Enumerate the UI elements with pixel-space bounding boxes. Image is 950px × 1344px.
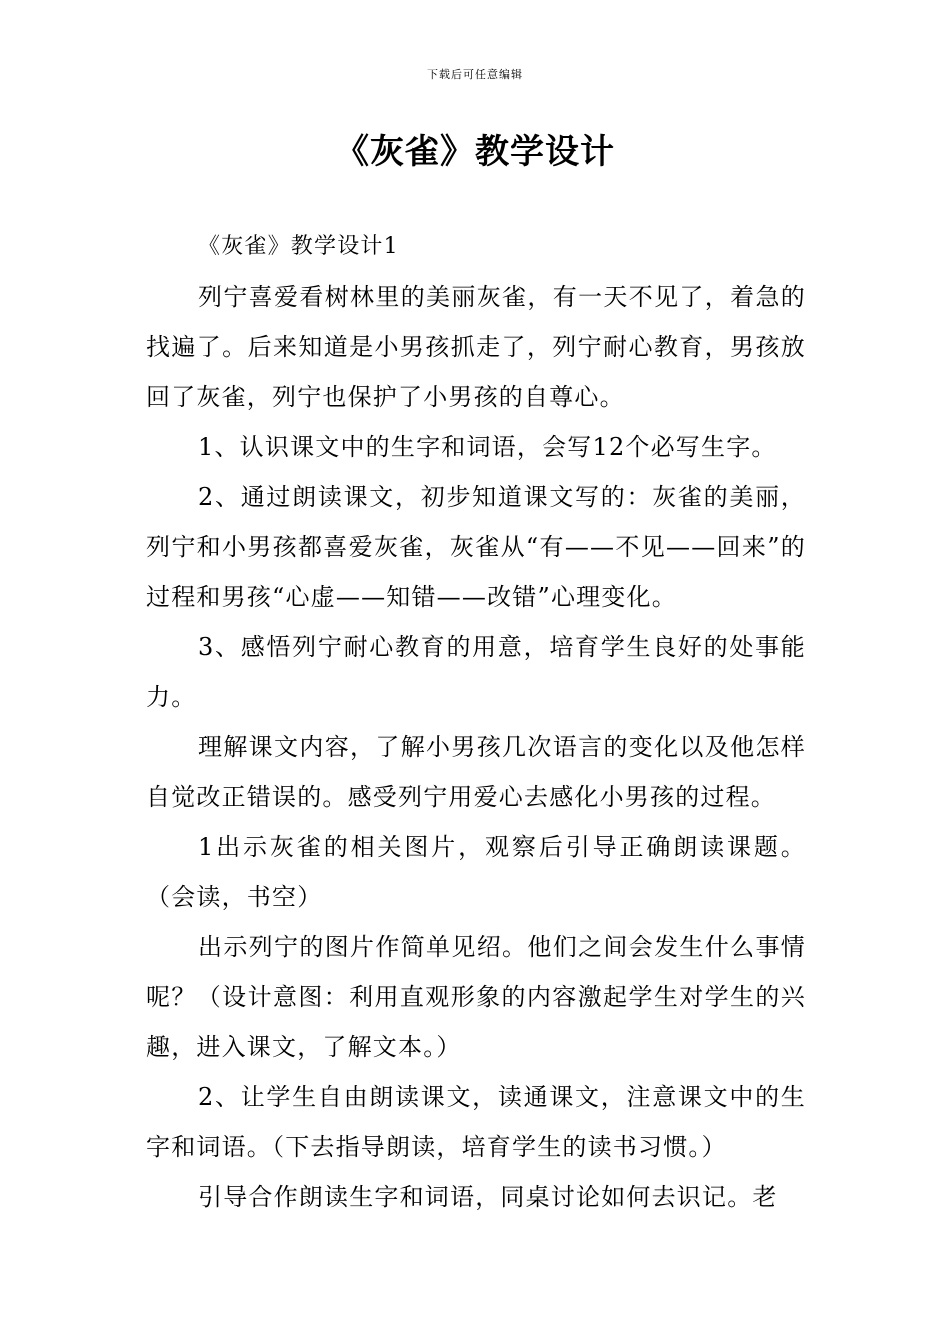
header-note: 下载后可任意编辑 [427, 68, 523, 81]
paragraph-goal-1: 1、认识课文中的生字和词语，会写12个必写生字。 [198, 433, 777, 461]
paragraph-key-points: 理解课文内容，了解小男孩几次语言的变化以及他怎样自觉改正错误的。感受列宁用爱心去感化小男孩的过程。 [146, 733, 806, 811]
paragraph-summary: 列宁喜爱看树林里的美丽灰雀，有一天不见了，着急的找遍了。后来知道是小男孩抓走了，列宁耐心教育，男孩放回了灰雀，列宁也保护了小男孩的自尊心。 [146, 283, 806, 411]
paragraph-goal-3: 3、感悟列宁耐心教育的用意，培育学生良好的处事能力。 [146, 633, 806, 711]
document-title: 《灰雀》教学设计 [335, 132, 615, 172]
paragraph-cooperative-reading: 引导合作朗读生字和词语，同桌讨论如何去识记。老 [198, 1183, 778, 1211]
paragraph-goal-2: 2、通过朗读课文，初步知道课文写的：灰雀的美丽，列宁和小男孩都喜爱灰雀，灰雀从“有——不见——回来”的过程和男孩“心虚——知错——改错”心理变化。 [146, 483, 806, 611]
paragraph-step-1: 1出示灰雀的相关图片，观察后引导正确朗读课题。（会读，书空） [146, 833, 806, 911]
paragraph-step-2: 2、让学生自由朗读课文，读通课文，注意课文中的生字和词语。（下去指导朗读，培育学生的读书习惯。） [146, 1083, 806, 1161]
section-heading: 《灰雀》教学设计1 [198, 234, 399, 259]
paragraph-lenin-intro: 出示列宁的图片作简单见绍。他们之间会发生什么事情呢？（设计意图：利用直观形象的内容激起学生对学生的兴趣，进入课文，了解文本。） [146, 933, 806, 1061]
document-body [146, 222, 806, 1222]
